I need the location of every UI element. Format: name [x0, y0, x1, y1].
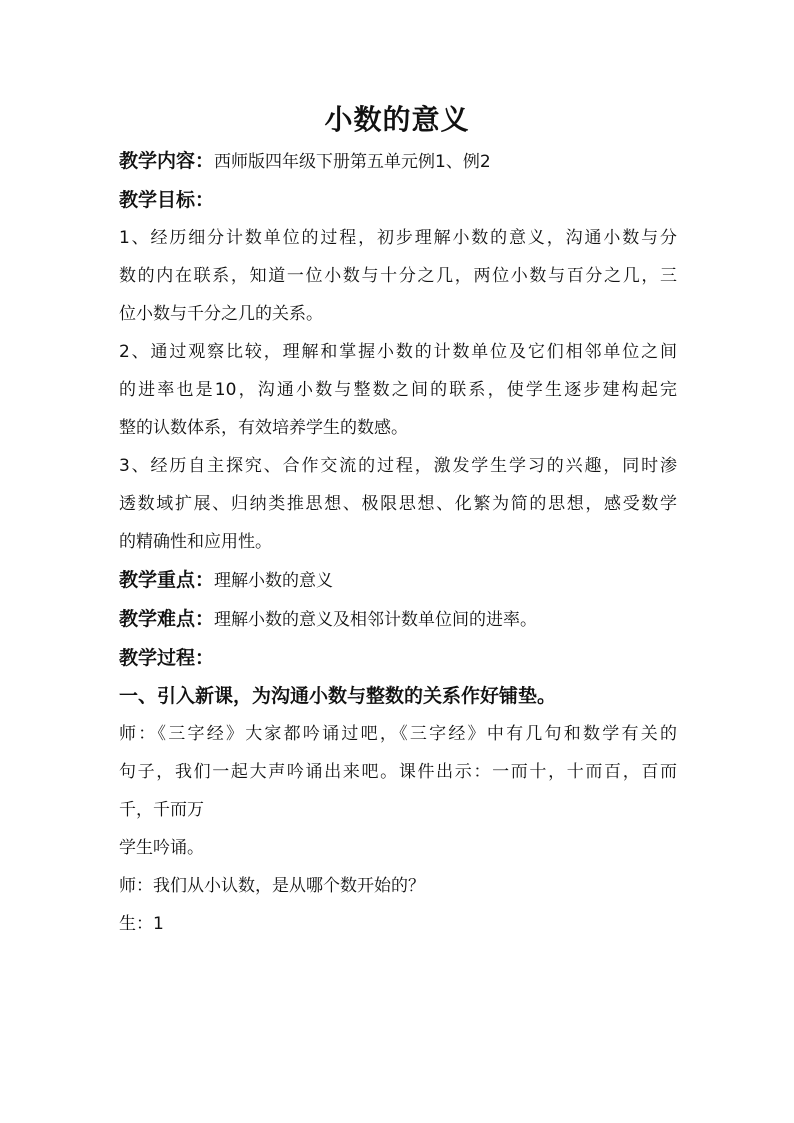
goal-1-line: 数的内在联系，知道一位小数与十分之几，两位小数与百分之几，三: [119, 266, 677, 286]
difficulty-row: [119, 600, 677, 639]
teaching-process-heading: 教学过程：: [119, 647, 215, 669]
section-1-heading: 一、引入新课，为沟通小数与整数的关系作好铺垫。: [119, 685, 557, 707]
difficulty-label: 教学难点：: [119, 608, 215, 630]
goal-2-line: 整的认数体系，有效培养学生的数感。: [119, 418, 408, 438]
dialogue-1: [119, 715, 677, 829]
goal-2-line: 的进率也是10，沟通小数与整数之间的联系，使学生逐步建构起完: [119, 380, 677, 400]
student-answer: 生：1: [119, 914, 164, 934]
teaching-goals-heading: 教学目标：: [119, 189, 215, 211]
goal-3-line: 的精确性和应用性。: [119, 532, 272, 552]
dialogue-1-line: 千，千而万: [119, 800, 204, 820]
goal-3-line: 3、经历自主探究、合作交流的过程，激发学生学习的兴趣，同时渗: [119, 456, 677, 476]
goal-3-line: 透数域扩展、归纳类推思想、极限思想、化繁为简的思想，感受数学: [119, 494, 677, 514]
teaching-content-text: 西师版四年级下册第五单元例1、例2: [214, 152, 491, 172]
goal-1-line: 位小数与千分之几的关系。: [119, 304, 323, 324]
key-point-text: 理解小数的意义: [214, 571, 334, 591]
goal-1-line: 1、经历细分计数单位的过程，初步理解小数的意义，沟通小数与分: [119, 228, 677, 248]
document-body: [119, 142, 677, 943]
key-point-row: [119, 561, 677, 600]
difficulty-text: 理解小数的意义及相邻计数单位间的进率。: [214, 610, 538, 630]
teaching-content-label: 教学内容：: [119, 150, 215, 172]
teacher-question: 师：我们从小认数，是从哪个数开始的？: [119, 876, 425, 896]
student-recite: 学生吟诵。: [119, 838, 204, 858]
dialogue-1-line: 师：《三字经》大家都吟诵过吧，《三字经》中有几句和数学有关的: [119, 724, 677, 744]
goal-2: [119, 333, 677, 447]
goal-3: [119, 447, 677, 561]
document-title: 小数的意义: [324, 103, 470, 136]
teaching-content-row: [119, 142, 677, 181]
dialogue-1-line: 句子，我们一起大声吟诵出来吧。课件出示：一而十，十而百，百而: [119, 762, 677, 782]
goal-1: [119, 219, 677, 333]
key-point-label: 教学重点：: [119, 569, 215, 591]
goal-2-line: 2、通过观察比较，理解和掌握小数的计数单位及它们相邻单位之间: [119, 342, 677, 362]
